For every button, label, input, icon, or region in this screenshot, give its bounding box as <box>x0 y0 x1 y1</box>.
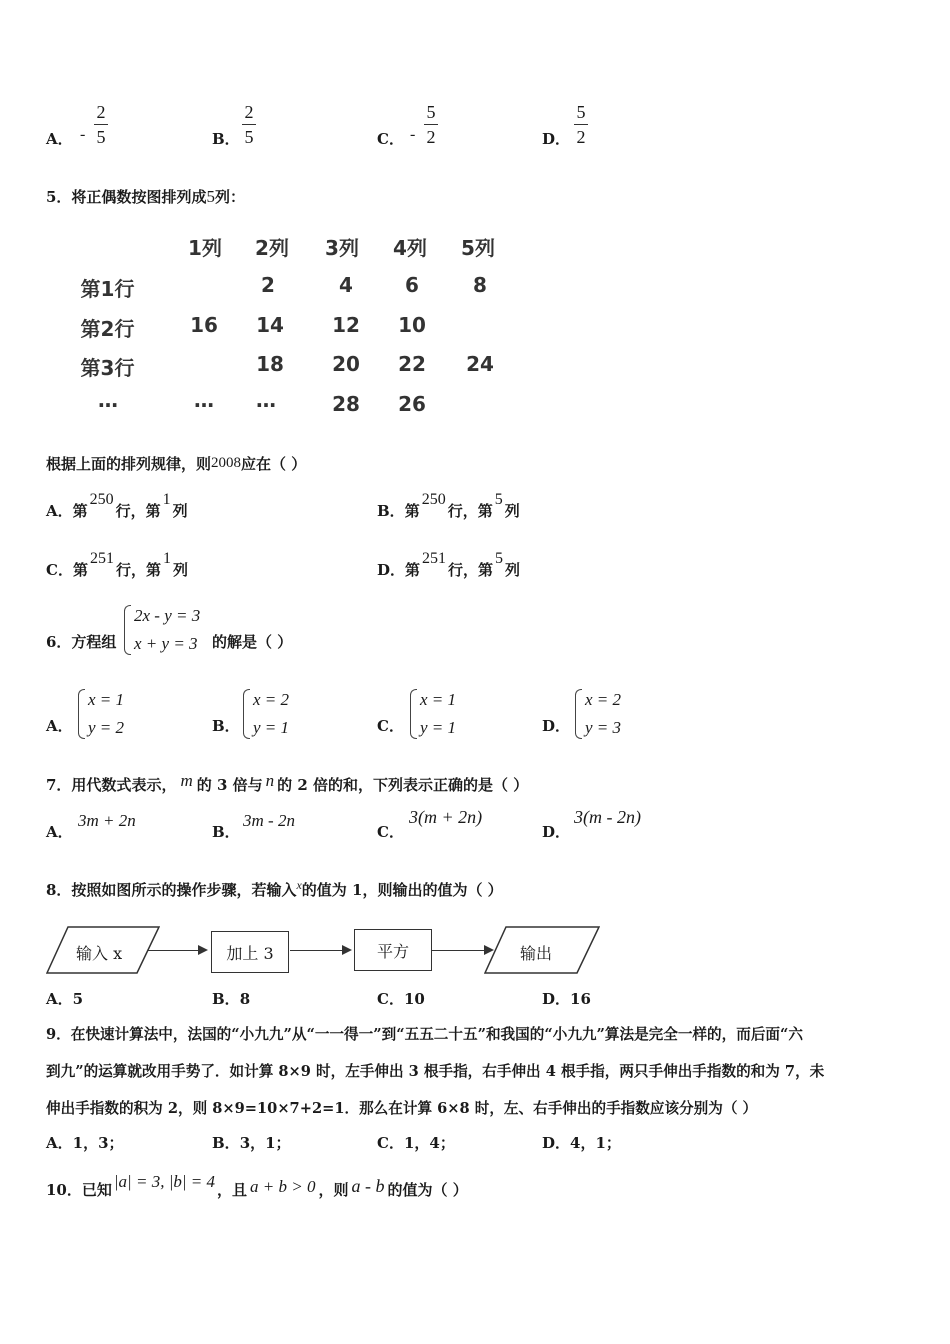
numerator: 5 <box>426 102 436 122</box>
flow-step-input: 输入 x <box>76 944 123 963</box>
q8-prompt-a: 8．按照如图所示的操作步骤，若输入 <box>46 881 297 899</box>
equation-line: x = 1 <box>88 690 125 709</box>
numerator: 2 <box>244 102 254 122</box>
row-header: … <box>98 388 118 412</box>
equation-line: y = 3 <box>585 718 622 737</box>
arrow-icon <box>432 950 492 951</box>
q9-option-c <box>377 1132 455 1153</box>
option-text: 第 <box>405 561 421 579</box>
row-header: 第3行 <box>80 356 135 380</box>
option-letter: C． <box>377 990 404 1008</box>
flow-step-square: 平方 <box>354 929 432 971</box>
q6-option-a-letter: A． <box>46 717 73 735</box>
q5-prompt-num: 5 <box>206 187 215 206</box>
q9-line-2: 到九”的运算就改用手势了．如计算 8×9 时，左手伸出 3 根手指，右手伸出 4 根手指，两只手伸出手指数的和为 7，未 <box>46 1063 825 1080</box>
option-value: 5 <box>72 990 84 1008</box>
table-cell: 12 <box>332 313 360 337</box>
option-letter: D． <box>377 561 406 579</box>
q7-option-d-expr: 3(m - 2n) <box>574 807 641 827</box>
q7-prompt <box>46 771 529 795</box>
equation-line: x = 1 <box>420 690 457 709</box>
q5-prompt-pre: 5．将正偶数按图排列成 <box>46 188 207 206</box>
q7-prompt-a: 7．用代数式表示， <box>46 776 177 794</box>
q7-prompt-b: 的 3 倍与 <box>196 776 263 794</box>
q8-option-b <box>212 988 250 1009</box>
q6-prompt-pre: 6．方程组 <box>46 633 117 651</box>
arrow-icon <box>290 950 350 951</box>
option-text: 行，第 <box>115 502 161 520</box>
table-cell: … <box>194 388 214 412</box>
q5-question-num: 2008 <box>211 455 242 471</box>
q5-option-d <box>377 550 521 580</box>
q4-option-c-sign: - <box>410 126 416 143</box>
equation-1: 2x - y = 3 <box>134 606 201 625</box>
row-number: 251 <box>422 550 447 567</box>
table-cell: 2 <box>261 273 275 297</box>
q4-option-c-letter: C． <box>377 130 404 148</box>
row-number: 251 <box>89 550 114 567</box>
q6-option-b-letter: B． <box>212 717 240 735</box>
q7-option-c-letter: C． <box>377 823 404 841</box>
equation-2: x + y = 3 <box>134 634 198 653</box>
table-cell: 10 <box>398 313 426 337</box>
q7-option-c-expr: 3(m + 2n) <box>409 807 483 827</box>
table-cell: 26 <box>398 392 426 416</box>
option-text: 行，第 <box>448 561 494 579</box>
equation-line: x = 2 <box>253 690 290 709</box>
table-cell: 4 <box>339 273 353 297</box>
q8-prompt <box>46 879 503 900</box>
col-header: 1列 <box>188 236 222 260</box>
q8-var-x: x <box>296 878 302 892</box>
q10-prompt <box>46 1172 468 1200</box>
q7-option-d-letter: D． <box>542 823 571 841</box>
option-letter: B． <box>212 990 240 1008</box>
q5-prompt <box>46 186 245 207</box>
table-cell: 22 <box>398 352 426 376</box>
option-value: 4，1； <box>570 1134 621 1152</box>
q9-line-1: 9．在快速计算法中，法国的“小九九”从“一一得一”到“五五二十五”和我国的“小九九”算法是完全一样的，而后面“六 <box>46 1026 804 1043</box>
option-letter: B． <box>377 502 405 520</box>
q10-condition-abs: |a| = 3, |b| = 4 <box>113 1172 216 1191</box>
equation-line: y = 2 <box>88 718 125 737</box>
q6-option-b-system <box>243 686 289 742</box>
q7-option-a-letter: A． <box>46 823 73 841</box>
denominator: 5 <box>96 127 106 147</box>
row-number: 250 <box>89 491 114 508</box>
option-value: 10 <box>403 990 425 1008</box>
q4-option-a-letter: A． <box>46 130 73 148</box>
denominator: 2 <box>576 127 586 147</box>
q8-prompt-b: 的值为 1，则输出的值为（ ） <box>301 881 503 899</box>
q8-option-d <box>542 988 591 1009</box>
col-header: 4列 <box>393 236 427 260</box>
table-cell: 14 <box>256 313 284 337</box>
row-header: 第1行 <box>80 277 135 301</box>
q4-option-b-letter: B． <box>212 130 240 148</box>
q10-prompt-c: ，则 <box>318 1181 349 1199</box>
q8-option-c <box>377 988 425 1009</box>
col-header: 2列 <box>255 236 289 260</box>
row-number: 250 <box>421 491 446 508</box>
option-letter: D． <box>542 1134 571 1152</box>
q6-option-c-system <box>410 686 456 742</box>
table-cell: 18 <box>256 352 284 376</box>
q10-expression: a - b <box>351 1176 385 1196</box>
option-value: 1，4； <box>403 1134 455 1152</box>
q10-prompt-d: 的值为（ ） <box>387 1181 468 1199</box>
q6-equation-system <box>124 602 200 658</box>
q6-option-a-system <box>78 686 124 742</box>
option-letter: B． <box>212 1134 240 1152</box>
table-cell: 28 <box>332 392 360 416</box>
q9-line-3: 伸出手指数的积为 2，则 8×9=10×7+2=1．那么在计算 6×8 时，左、右手伸出的手指数应该分别为（ ） <box>46 1100 758 1117</box>
option-value: 1，3； <box>72 1134 124 1152</box>
q7-prompt-c: 的 2 倍的和，下列表示正确的是（ ） <box>277 776 529 794</box>
option-letter: A． <box>46 990 73 1008</box>
flow-step-output: 输出 <box>520 944 553 963</box>
option-text: 列 <box>172 502 188 520</box>
equation-line: x = 2 <box>585 690 622 709</box>
q4-option-d-letter: D． <box>542 130 571 148</box>
table-cell: 8 <box>473 273 487 297</box>
option-text: 第 <box>404 502 420 520</box>
q7-option-b-letter: B． <box>212 823 240 841</box>
option-text: 列 <box>505 561 521 579</box>
q10-prompt-a: 10．已知 <box>46 1181 112 1199</box>
q6-option-d-letter: D． <box>542 717 571 735</box>
col-number: 1 <box>162 550 171 567</box>
q5-question <box>46 453 306 474</box>
q7-option-a-expr: 3m + 2n <box>78 811 136 830</box>
q5-prompt-post: 列： <box>214 188 245 206</box>
col-header: 3列 <box>325 236 359 260</box>
q4-option-b-fraction <box>242 102 256 147</box>
q4-option-c-fraction <box>424 102 438 147</box>
col-number: 5 <box>495 550 504 567</box>
option-letter: D． <box>542 990 571 1008</box>
q4-option-a-sign: - <box>80 126 86 143</box>
col-number: 5 <box>494 491 503 508</box>
q7-var-n: n <box>265 771 275 790</box>
q5-question-post: 应在（ ） <box>241 455 307 473</box>
q7-var-m: m <box>180 771 193 790</box>
table-cell: 16 <box>190 313 218 337</box>
table-cell: 24 <box>466 352 494 376</box>
q5-option-b <box>377 491 520 521</box>
numerator: 2 <box>96 102 106 122</box>
numerator: 5 <box>576 102 586 122</box>
q4-option-d-fraction <box>574 102 588 147</box>
option-text: 行，第 <box>115 561 161 579</box>
option-value: 16 <box>570 990 591 1008</box>
q10-prompt-b: ，且 <box>217 1181 248 1199</box>
q6-option-c-letter: C． <box>377 717 404 735</box>
q6-option-d-system <box>575 686 621 742</box>
q9-option-a <box>46 1132 124 1153</box>
q4-option-a-fraction <box>94 102 108 147</box>
q5-number-table <box>70 228 530 428</box>
option-letter: A． <box>46 502 73 520</box>
table-cell: 20 <box>332 352 360 376</box>
equation-line: y = 1 <box>253 718 290 737</box>
q5-option-a <box>46 491 188 521</box>
q9-option-d <box>542 1132 621 1153</box>
col-number: 1 <box>162 491 171 508</box>
option-text: 第 <box>72 502 88 520</box>
arrow-icon <box>148 950 206 951</box>
option-text: 列 <box>172 561 188 579</box>
denominator: 2 <box>426 127 436 147</box>
option-text: 列 <box>504 502 520 520</box>
option-letter: C． <box>46 561 73 579</box>
option-letter: A． <box>46 1134 73 1152</box>
q9-option-b <box>212 1132 291 1153</box>
option-value: 8 <box>239 990 251 1008</box>
table-cell: 6 <box>405 273 419 297</box>
option-value: 3，1； <box>239 1134 291 1152</box>
q10-condition-sum: a + b > 0 <box>250 1177 316 1196</box>
q5-question-pre: 根据上面的排列规律，则 <box>46 455 212 473</box>
option-text: 第 <box>72 561 88 579</box>
q7-option-b-expr: 3m - 2n <box>243 811 295 830</box>
q6-prompt-post: 的解是（ ） <box>212 633 293 651</box>
denominator: 5 <box>244 127 254 147</box>
col-header: 5列 <box>461 236 495 260</box>
option-text: 行，第 <box>447 502 493 520</box>
equation-line: y = 1 <box>420 718 457 737</box>
table-cell: … <box>256 388 276 412</box>
row-header: 第2行 <box>80 317 135 341</box>
option-letter: C． <box>377 1134 404 1152</box>
q8-option-a <box>46 988 83 1009</box>
flow-step-add: 加上 3 <box>211 931 289 973</box>
q5-option-c <box>46 550 188 580</box>
